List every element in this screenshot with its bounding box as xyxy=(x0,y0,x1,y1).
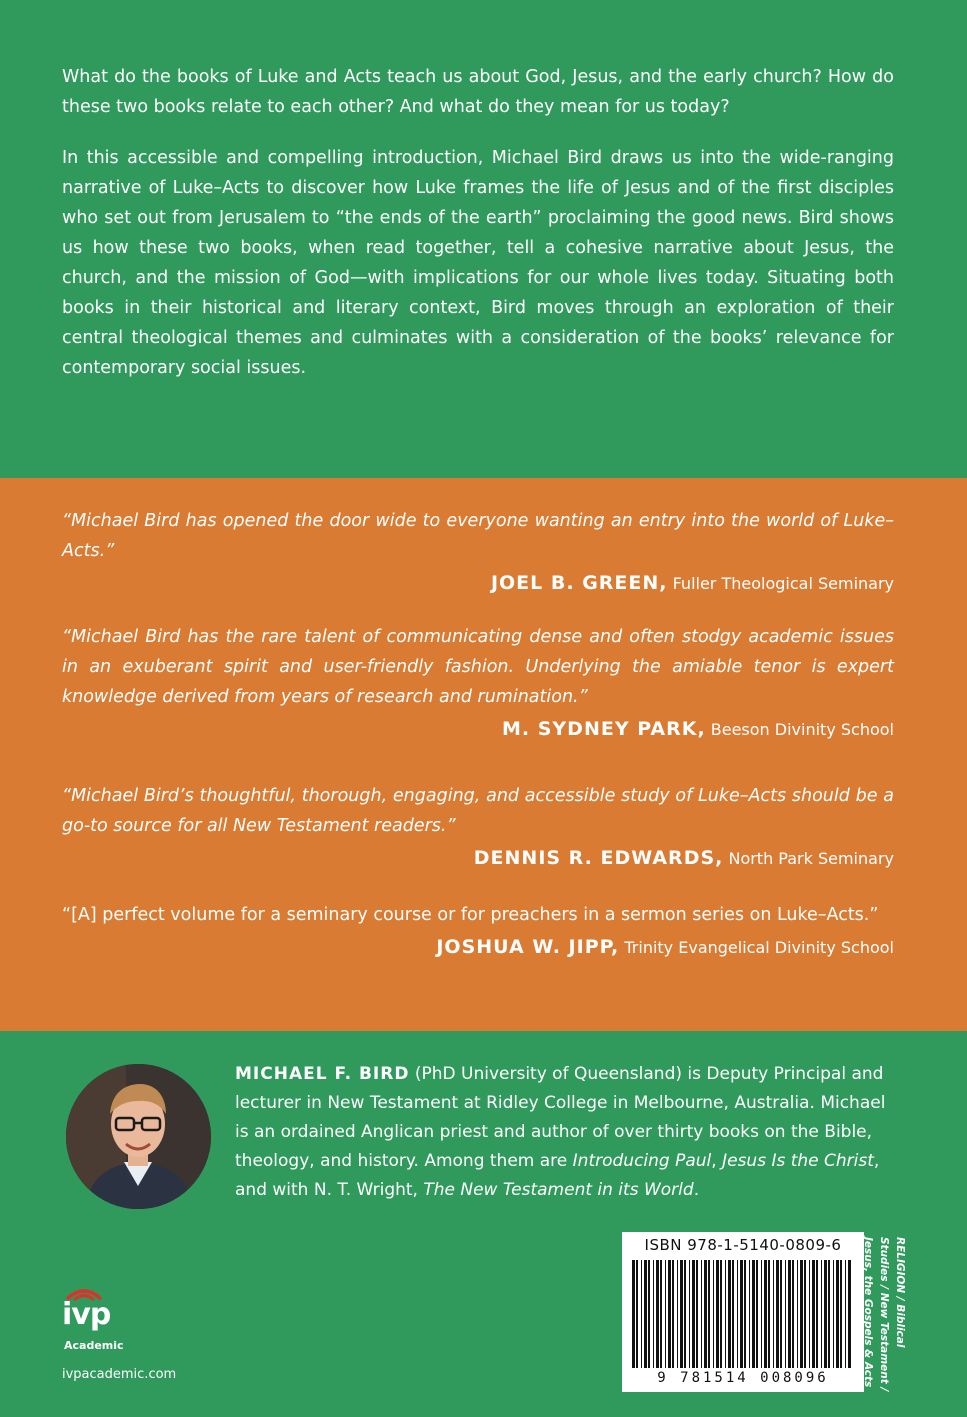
barcode-bar xyxy=(788,1260,791,1368)
book-title: Jesus Is the Christ xyxy=(722,1151,874,1171)
barcode-bar xyxy=(845,1260,846,1368)
barcode-bar xyxy=(744,1260,746,1368)
author-section xyxy=(62,1060,904,1205)
barcode-bar xyxy=(792,1260,794,1368)
endorsement-attribution xyxy=(62,568,894,599)
endorsement-attribution xyxy=(62,843,894,874)
barcode-bar xyxy=(696,1260,698,1368)
book-description xyxy=(62,62,894,404)
endorsement xyxy=(62,622,894,745)
author-bio xyxy=(235,1060,895,1205)
endorsement-quote: “Michael Bird has the rare talent of communicating dense and often stodgy academic issues in an exuberant spirit and user-friendly fashion. Underlying the amiable tenor is expert knowledge derived from years of research and rumination.” xyxy=(62,627,894,707)
description-paragraph-2: In this accessible and compelling introduction, Michael Bird draws us into the wide-ranging narrative of Luke–Acts to discover how Luke frames the life of Jesus and of the first disciples who set out from Jerusalem to “the ends of the earth” proclaiming the good news. Bird shows us how these two books, when read together, tell a cohesive narrative about Jesus, the church, and the mission of God—with implications for our whole lives today. Situating both books in their historical and literary context, Bird moves through an exploration of their central theological themes and culminates with a consideration of the books’ relevance for contemporary social issues. xyxy=(62,148,894,378)
endorser-affiliation: Trinity Evangelical Divinity School xyxy=(624,938,894,957)
category-label: RELIGION / Biblical Studies / New Testament / Jesus, the Gospels & Acts xyxy=(862,1237,906,1392)
barcode-bar xyxy=(704,1260,707,1368)
barcode-box xyxy=(622,1232,864,1392)
barcode-bar xyxy=(821,1260,822,1368)
endorsement-quote: “Michael Bird’s thoughtful, thorough, engaging, and accessible study of Luke–Acts should be a go-to source for all New Testament readers.” xyxy=(62,786,894,836)
endorsement-attribution xyxy=(62,714,894,745)
barcode-bar xyxy=(812,1260,815,1368)
barcode-bar xyxy=(680,1260,683,1368)
bio-end: . xyxy=(693,1180,700,1200)
barcode-bar xyxy=(732,1260,734,1368)
barcode-bar xyxy=(692,1260,695,1368)
barcode-bar xyxy=(809,1260,810,1368)
barcode-bar xyxy=(840,1260,842,1368)
endorsements-panel xyxy=(0,478,967,1031)
author-photo xyxy=(66,1064,211,1209)
barcode-bar xyxy=(653,1260,654,1368)
endorsement-quote: “Michael Bird has opened the door wide to everyone wanting an entry into the world of Luke–Acts.” xyxy=(62,511,894,561)
publisher-logo-text: ivp xyxy=(62,1297,111,1332)
endorser-name: JOEL B. GREEN, xyxy=(490,572,668,594)
barcode-bar xyxy=(656,1260,659,1368)
barcode-digits: 9 781514 008096 xyxy=(657,1370,829,1386)
bio-separator: , xyxy=(711,1151,723,1171)
barcode-bar xyxy=(644,1260,647,1368)
description-paragraph-1: What do the books of Luke and Acts teach us about God, Jesus, and the early church? How do these two books relate to each other? And what do they mean for us today? xyxy=(62,67,894,117)
endorser-affiliation: North Park Seminary xyxy=(728,849,894,868)
barcode-bar xyxy=(689,1260,690,1368)
isbn-label: ISBN 978-1-5140-0809-6 xyxy=(644,1236,842,1254)
barcode-bar xyxy=(768,1260,770,1368)
barcode-bar xyxy=(756,1260,758,1368)
bio-separator: , and with N. T. Wright, xyxy=(235,1151,880,1200)
publisher-logo xyxy=(62,1283,212,1393)
barcode-bar xyxy=(636,1260,638,1368)
barcode-bar xyxy=(716,1260,719,1368)
author-name: MICHAEL F. BIRD xyxy=(235,1064,410,1084)
barcode-bar xyxy=(749,1260,750,1368)
barcode-bar xyxy=(672,1260,674,1368)
barcode-bar xyxy=(828,1260,830,1368)
book-title: The New Testament in its World xyxy=(423,1180,694,1200)
barcode-bar xyxy=(752,1260,755,1368)
endorsement xyxy=(62,900,894,963)
endorsement-quote: “[A] perfect volume for a seminary course or for preachers in a sermon series on Luke–Acts.” xyxy=(62,905,879,925)
barcode-bar xyxy=(708,1260,710,1368)
barcode-bar xyxy=(773,1260,774,1368)
barcode-bar xyxy=(740,1260,743,1368)
barcode-bar xyxy=(848,1260,851,1368)
author-bio-text: (PhD University of Queensland) is Deputy Principal and lecturer in New Testament at Ridley College in Melbourne, Australia. Michael is an ordained Anglican priest and author of over thirty books on the Bible, theology, and history. Among them are xyxy=(235,1064,886,1171)
barcode-bar xyxy=(725,1260,726,1368)
barcode-icon xyxy=(632,1260,854,1368)
barcode-bar xyxy=(737,1260,738,1368)
barcode-bar xyxy=(713,1260,714,1368)
endorser-affiliation: Beeson Divinity School xyxy=(710,720,894,739)
barcode-bar xyxy=(665,1260,666,1368)
barcode-bar xyxy=(797,1260,798,1368)
barcode-bar xyxy=(761,1260,762,1368)
barcode-bar xyxy=(785,1260,786,1368)
barcode-bar xyxy=(648,1260,650,1368)
endorsement xyxy=(62,781,894,874)
barcode-bar xyxy=(780,1260,782,1368)
barcode-bar xyxy=(677,1260,678,1368)
barcode-bar xyxy=(833,1260,834,1368)
barcode-bar xyxy=(701,1260,702,1368)
publisher-imprint: Academic xyxy=(64,1339,124,1352)
book-title: Introducing Paul xyxy=(572,1151,712,1171)
barcode-bar xyxy=(836,1260,839,1368)
endorsement xyxy=(62,506,894,599)
barcode-bar xyxy=(816,1260,818,1368)
endorsement-attribution xyxy=(62,932,894,963)
barcode-bar xyxy=(660,1260,662,1368)
barcode-bar xyxy=(728,1260,731,1368)
barcode-bar xyxy=(720,1260,722,1368)
barcode-bar xyxy=(804,1260,806,1368)
barcode-bar xyxy=(632,1260,635,1368)
endorser-name: M. SYDNEY PARK, xyxy=(502,718,706,740)
publisher-website: ivpacademic.com xyxy=(62,1367,177,1382)
endorser-name: JOSHUA W. JIPP, xyxy=(436,936,620,958)
endorser-affiliation: Fuller Theological Seminary xyxy=(672,574,894,593)
barcode-bar xyxy=(800,1260,803,1368)
barcode-bar xyxy=(776,1260,779,1368)
author-portrait-icon xyxy=(66,1064,211,1209)
barcode-bar xyxy=(641,1260,642,1368)
endorser-name: DENNIS R. EDWARDS, xyxy=(473,847,724,869)
barcode-bar xyxy=(668,1260,671,1368)
barcode-bar xyxy=(764,1260,767,1368)
barcode-bar xyxy=(684,1260,686,1368)
barcode-bar xyxy=(824,1260,827,1368)
